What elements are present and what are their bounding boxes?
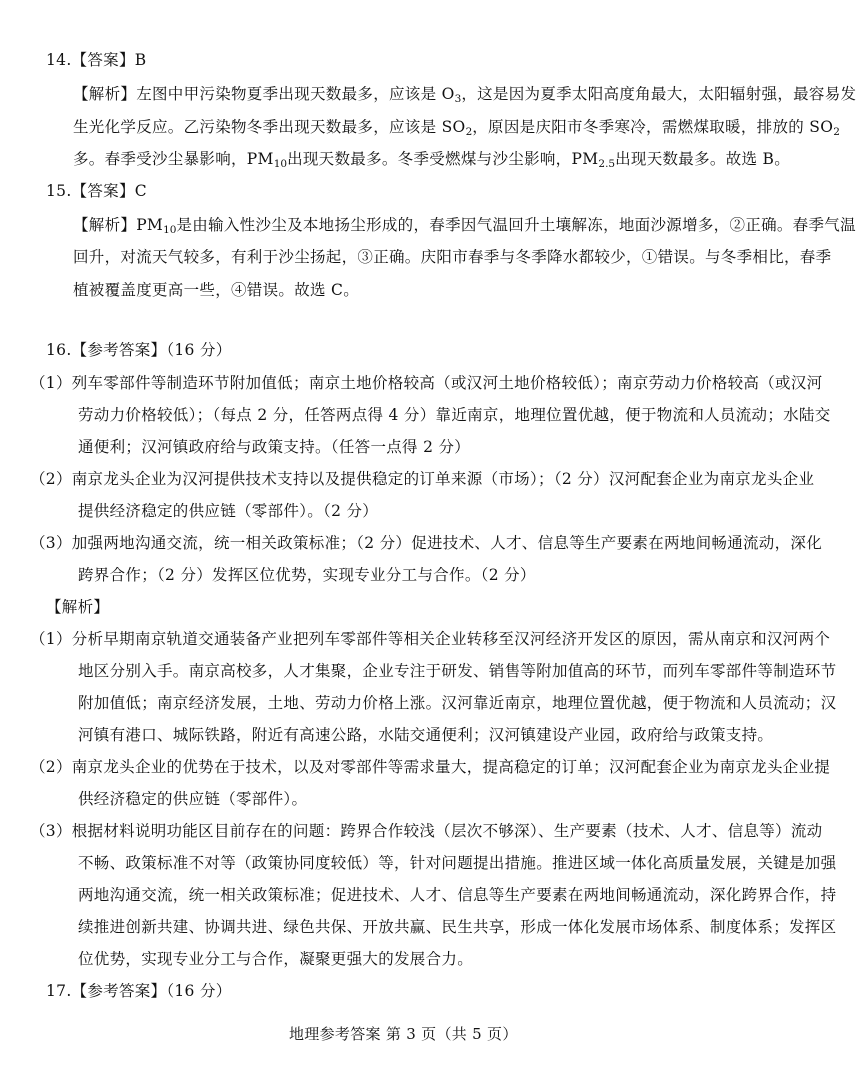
q16-analysis-line-11: 位优势，实现专业分工与合作，凝聚更强大的发展合力。 [78, 950, 474, 968]
q15-analysis-line-2: 回升，对流天气较多，有利于沙尘扬起，③正确。庆阳市春季与冬季降水都较少，①错误。与冬季相比，春季 [73, 248, 832, 266]
q16-answer-line-7: 跨界合作；（2 分）发挥区位优势，实现专业分工与合作。（2 分） [78, 566, 536, 584]
q16-answer-line-2: 劳动力价格较低）；（每点 2 分，任答两点得 4 分）靠近南京，地理位置优越，便于物流和人员流动；水陆交 [78, 406, 831, 424]
q16-answer-line-5: 提供经济稳定的供应链（零部件）。（2 分） [78, 502, 379, 520]
q16-analysis-line-8: 不畅、政策标准不对等（政策协同度较低）等，针对问题提出措施。推进区域一体化高质量发展，关键是加强 [78, 854, 837, 872]
q16-analysis-line-9: 两地沟通交流，统一相关政策标准；促进技术、人才、信息等生产要素在两地间畅通流动，深化跨界合作，持 [78, 886, 837, 904]
q16-analysis-line-5: （2）南京龙头企业的优势在于技术，以及对零部件等需求量大，提高稳定的订单；汉河配套企业为南京龙头企业提 [30, 758, 831, 776]
q16-analysis-line-1: （1）分析早期南京轨道交通装备产业把列车零部件等相关企业转移至汉河经济开发区的原因，需从南京和汉河两个 [30, 630, 831, 648]
q16-answer: 16.【参考答案】（16 分） [46, 341, 232, 359]
page-footer: 地理参考答案 第 3 页（共 5 页） [289, 1025, 518, 1043]
q14-analysis-line-2: 生光化学反应。乙污染物冬季出现天数最多，应该是 $SO_2$，原因是庆阳市冬季寒冷，需燃煤取暖，排放的 $SO_2$ [73, 118, 840, 138]
q16-analysis-line-2: 地区分别入手。南京高校多，人才集聚，企业专注于研发、销售等附加值高的环节，而列车零部件等制造环节 [78, 662, 837, 680]
q14-answer: 14.【答案】B [46, 51, 147, 69]
q16-answer-line-4: （2）南京龙头企业为汉河提供技术支持以及提供稳定的订单来源（市场）；（2 分）汉河配套企业为南京龙头企业 [30, 470, 815, 488]
q15-answer: 15.【答案】C [46, 182, 147, 200]
q15-analysis-line-3: 植被覆盖度更高一些，④错误。故选 C。 [73, 281, 359, 299]
q16-analysis-line-4: 河镇有港口、城际铁路，附近有高速公路，水陆交通便利；汉河镇建设产业园，政府给与政策支持。 [78, 726, 774, 744]
q16-analysis-line-3: 附加值低；南京经济发展，土地、劳动力价格上涨。汉河靠近南京，地理位置优越，便于物流和人员流动；汉 [78, 694, 837, 712]
q16-analysis-title: 【解析】 [46, 598, 110, 616]
q16-analysis-line-10: 续推进创新共建、协调共进、绿色共保、开放共赢、民生共享，形成一体化发展市场体系、制度体系；发挥区 [78, 918, 837, 936]
q16-analysis-line-7: （3）根据材料说明功能区目前存在的问题：跨界合作较浅（层次不够深）、生产要素（技术、人才、信息等）流动 [30, 822, 823, 840]
q16-answer-line-1: （1）列车零部件等制造环节附加值低；南京土地价格较高（或汉河土地价格较低）；南京劳动力价格较高（或汉河 [30, 374, 823, 392]
q16-answer-line-6: （3）加强两地沟通交流，统一相关政策标准；（2 分）促进技术、人才、信息等生产要素在两地间畅通流动，深化 [30, 534, 823, 552]
q16-answer-line-3: 通便利；汉河镇政府给与政策支持。（任答一点得 2 分） [78, 438, 471, 456]
q15-analysis-line-1: 【解析】$PM_{10}$是由输入性沙尘及本地扬尘形成的，春季因气温回升土壤解冻，地面沙源增多，②正确。春季气温 [73, 216, 856, 236]
q14-analysis-line-1: 【解析】左图中甲污染物夏季出现天数最多，应该是 $O_3$，这是因为夏季太阳高度角最大，太阳辐射强，最容易发 [73, 85, 856, 105]
q17-answer: 17.【参考答案】（16 分） [46, 982, 232, 1000]
q14-analysis-line-3: 多。春季受沙尘暴影响，$PM_{10}$出现天数最多。冬季受燃煤与沙尘影响，$PM_{2.5}$出现天数最多。故选 B。 [73, 150, 791, 170]
q16-analysis-line-6: 供经济稳定的供应链（零部件）。 [78, 790, 308, 808]
